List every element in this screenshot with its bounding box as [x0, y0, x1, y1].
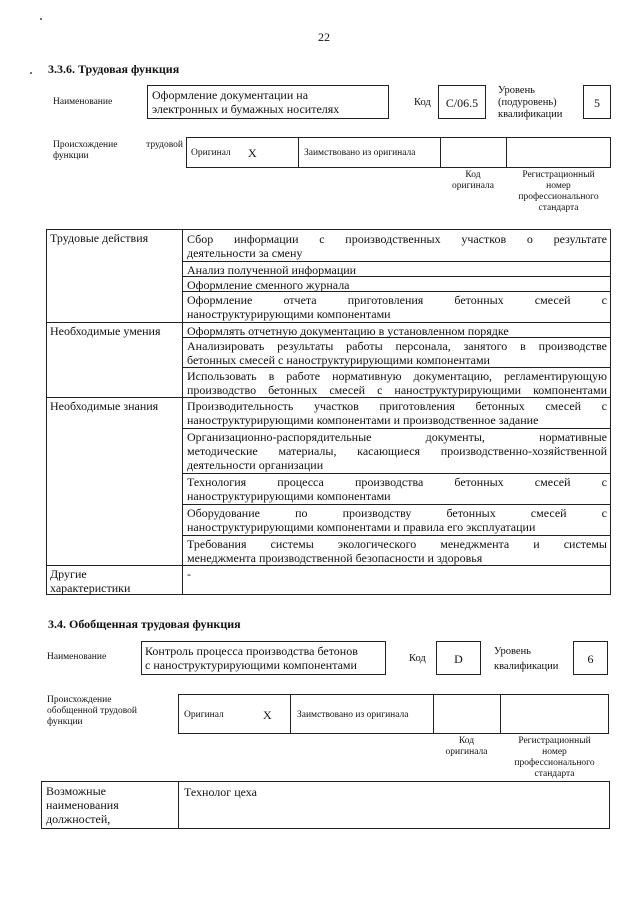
other-label: [50, 567, 130, 595]
reg-number-caption: [500, 736, 609, 780]
level-value: 5: [583, 85, 611, 119]
cell-line: Организационно-распорядительные документы, нормативные: [187, 430, 607, 444]
skill-item: Оформлять отчетную документацию в установленном порядке: [187, 324, 509, 338]
labor-action-item: [187, 293, 607, 321]
divider: [182, 261, 611, 262]
orig-code-caption: [440, 170, 506, 192]
knowledge-item: [187, 537, 607, 565]
code-label: Код: [414, 97, 431, 108]
original-mark: X: [263, 708, 272, 722]
other-value: -: [187, 567, 191, 581]
level-label-line: Уровень: [498, 85, 535, 96]
caption-line: номер: [542, 747, 567, 757]
origin-label: [47, 695, 137, 728]
level-label-line: квалификации: [498, 109, 563, 120]
divider: [41, 781, 42, 829]
cell-line: наноструктурирующими компонентами и производственное задание: [187, 413, 539, 427]
borrowed-label: Заимствовано из оригинала: [304, 148, 416, 158]
cell-line: наноструктурирующими компонентами и правила его эксплуатации: [187, 520, 536, 534]
name-value-line: Контроль процесса производства бетонов: [145, 644, 358, 658]
name-value-line: электронных и бумажных носителях: [152, 102, 340, 116]
divider: [182, 535, 611, 536]
divider: [500, 694, 501, 734]
labor-action-item: Оформление сменного журнала: [187, 278, 350, 292]
origin-label-line: обобщенной трудовой: [47, 706, 137, 716]
positions-label-line: Возможные: [46, 784, 106, 798]
code-label: Код: [409, 653, 426, 664]
orig-code-caption: [433, 736, 500, 758]
cell-line: Сбор информации с производственных участков о результате: [187, 232, 607, 246]
level-label-line: квалификации: [494, 661, 559, 672]
divider: [290, 694, 291, 734]
page-number: 22: [318, 30, 330, 44]
cell-line: бетонных смесей с наноструктурирующими компонентами: [187, 353, 490, 367]
cell-line: Оборудование по производству бетонных смесей с: [187, 506, 607, 520]
cell-line: менеджмента производственной безопасности и здоровья: [187, 551, 483, 565]
cell-line: Технология процесса производства бетонных смесей с: [187, 475, 607, 489]
name-value-box: [141, 641, 386, 675]
positions-label: [46, 784, 119, 826]
section-heading: 3.4. Обобщенная трудовая функция: [48, 617, 241, 631]
name-value-box: [147, 85, 389, 119]
divider: [178, 781, 179, 829]
borrowed-label: Заимствовано из оригинала: [297, 710, 409, 720]
caption-line: профессионального: [514, 758, 595, 768]
labor-action-item: [187, 232, 607, 260]
original-mark: X: [248, 146, 257, 160]
skill-item: [187, 369, 607, 397]
positions-label-line: должностей,: [46, 812, 111, 826]
divider: [609, 781, 610, 829]
original-label: Оригинал: [184, 710, 224, 720]
divider: [182, 428, 611, 429]
origin-label-line: функции: [53, 151, 89, 161]
name-value-line: с наноструктурирующими компонентами: [145, 658, 357, 672]
knowledge-item: [187, 399, 607, 427]
knowledge-label: Необходимые знания: [50, 399, 159, 413]
level-label: [494, 646, 558, 673]
divider: [440, 137, 441, 168]
cell-line: Использовать в работе нормативную документацию, регламентирующую: [187, 369, 607, 383]
labor-actions-label: Трудовые действия: [50, 231, 149, 245]
divider: [182, 504, 611, 505]
divider: [46, 397, 611, 398]
cell-line: наноструктурирующими компонентами: [187, 307, 391, 321]
labor-action-item: Анализ полученной информации: [187, 263, 357, 277]
divider: [298, 137, 299, 168]
caption-line: Регистрационный: [522, 170, 595, 180]
divider: [506, 137, 507, 168]
positions-value: Технолог цеха: [184, 785, 257, 799]
skills-label: Необходимые умения: [50, 324, 161, 338]
name-label: Наименование: [47, 652, 107, 662]
skill-item: [187, 339, 607, 367]
divider: [46, 322, 611, 323]
knowledge-item: [187, 475, 607, 503]
level-label: [498, 85, 562, 121]
positions-label-line: наименования: [46, 798, 119, 812]
caption-line: номер: [546, 181, 571, 191]
origin-label-line: Происхождение трудовой: [53, 140, 183, 150]
level-label-line: (подуровень): [498, 97, 557, 108]
caption-line: стандарта: [538, 203, 579, 213]
divider: [182, 473, 611, 474]
code-value: D: [436, 641, 481, 675]
origin-label: [53, 140, 183, 162]
cell-line: методические материалы, касающиеся производственно-хозяйственной: [187, 444, 607, 458]
code-value: С/06.5: [438, 85, 486, 119]
cell-line: Оформление отчета приготовления бетонных смесей с: [187, 293, 607, 307]
caption-line: Код: [465, 170, 481, 180]
other-label-line: Другие: [50, 567, 87, 581]
level-label-line: Уровень: [494, 646, 531, 657]
scan-speck: [40, 18, 42, 20]
original-label: Оригинал: [191, 148, 231, 158]
knowledge-item: [187, 430, 607, 472]
caption-line: Код: [458, 736, 475, 746]
cell-line: Анализировать результаты работы персонала, занятого в производстве: [187, 339, 607, 353]
caption-line: профессионального: [518, 192, 599, 202]
reg-number-caption: [506, 170, 611, 214]
cell-line: Производительность участков приготовления бетонных смесей с: [187, 399, 607, 413]
divider: [41, 781, 610, 782]
origin-label-line: Происхождение: [47, 695, 112, 705]
cell-line: производство бетонных смесей с наноструктурирующими компонентами: [187, 383, 607, 397]
caption-line: оригинала: [452, 181, 494, 191]
caption-line: стандарта: [534, 769, 575, 779]
other-label-line: характеристики: [50, 581, 131, 595]
name-value-line: Оформление документации на: [152, 88, 309, 102]
cell-line: деятельности организации: [187, 458, 324, 472]
caption-line: Регистрационный: [518, 736, 591, 746]
cell-line: Требования системы экологического менеджмента и системы: [187, 537, 607, 551]
knowledge-item: [187, 506, 607, 534]
origin-label-line: функции: [47, 717, 83, 727]
divider: [182, 229, 183, 595]
name-label: Наименование: [53, 97, 113, 107]
cell-line: деятельности за смену: [187, 246, 303, 260]
divider: [433, 694, 434, 734]
level-value: 6: [573, 641, 608, 675]
section-heading: 3.3.6. Трудовая функция: [48, 62, 180, 76]
divider: [182, 367, 611, 368]
scan-speck: [30, 72, 32, 74]
cell-line: наноструктурирующими компонентами: [187, 489, 391, 503]
caption-line: оригинала: [445, 747, 488, 757]
divider: [41, 828, 610, 829]
divider: [46, 565, 611, 566]
